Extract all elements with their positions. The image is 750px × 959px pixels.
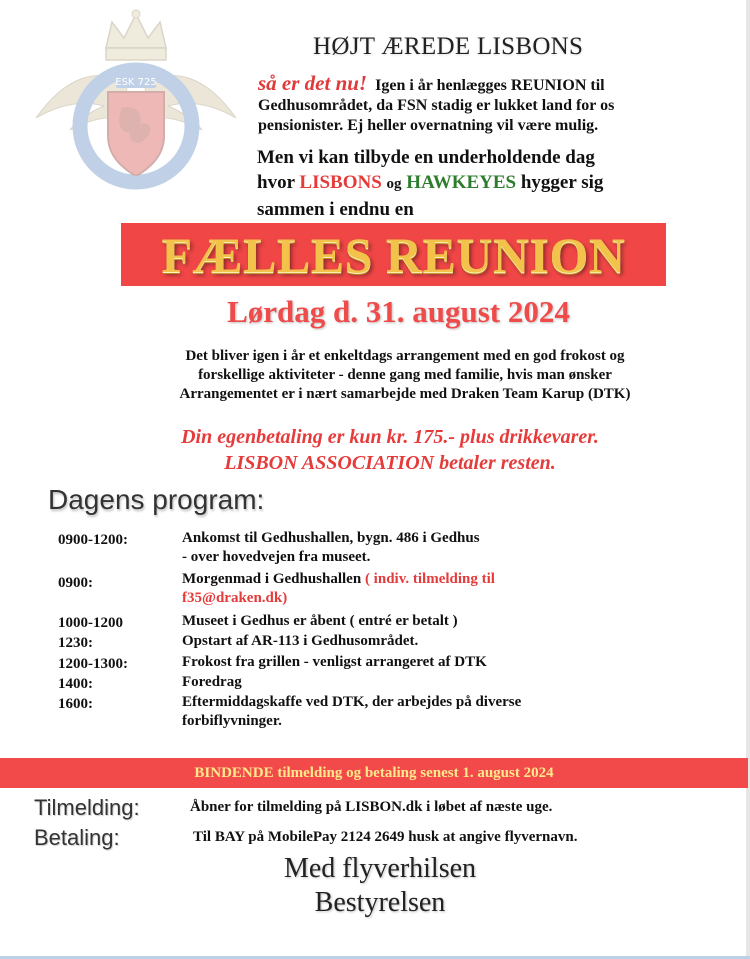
program-activity: Frokost fra grillen - venligst arrangeret af DTK xyxy=(182,654,487,670)
offer-paragraph xyxy=(257,145,727,222)
program-activity-email: f35@draken.dk) xyxy=(182,590,288,606)
program-time: 1000-1200 xyxy=(58,615,123,631)
page-edge-right xyxy=(746,0,750,959)
description-line-2: forskellige aktiviteter - denne gang med familie, hvis man ønsker xyxy=(198,367,612,383)
program-activity: Foredrag xyxy=(182,674,242,690)
price-info xyxy=(100,424,680,476)
binding-notice-text: BINDENDE tilmelding og betaling senest 1. august 2024 xyxy=(194,765,554,781)
program-activity: Opstart af AR-113 i Gedhusområdet. xyxy=(182,633,419,649)
offer-word-og: og xyxy=(386,176,402,192)
offer-line-3: sammen i endnu en xyxy=(257,199,414,220)
program-time: 1230: xyxy=(58,635,93,651)
intro-text: Igen i år henlægges REUNION til Gedhusområdet, da FSN stadig er lukket land for os pensionister. Ej heller overnatning vil være mulig. xyxy=(258,77,615,134)
squadron-emblem-icon xyxy=(32,8,240,190)
hawkeyes-text: HAWKEYES xyxy=(406,172,517,193)
reunion-title: FÆLLES REUNION xyxy=(161,227,626,283)
program-time: 1600: xyxy=(58,696,93,712)
program-time: 0900-1200: xyxy=(58,532,128,548)
program-activity xyxy=(182,529,592,567)
program-time: 1400: xyxy=(58,676,93,692)
payment-text: Til BAY på MobilePay 2124 2649 husk at angive flyvernavn. xyxy=(193,829,578,845)
offer-word-hvor: hvor xyxy=(257,172,295,193)
description-line-3: Arrangementet er i nært samarbejde med Draken Team Karup (DTK) xyxy=(179,386,631,402)
closing-greeting: Med flyverhilsen xyxy=(283,853,477,884)
intro-paragraph xyxy=(258,73,698,136)
program-time: 1200-1300: xyxy=(58,656,128,672)
closing-signature: Bestyrelsen xyxy=(314,887,446,918)
description-line-1: Det bliver igen i år et enkeltdags arrangement med en god frokost og xyxy=(185,348,625,364)
program-activity-line: Eftermiddagskaffe ved DTK, der arbejdes på diverse xyxy=(182,694,522,710)
offer-line-2 xyxy=(257,170,727,197)
program-activity-line: forbiflyvninger. xyxy=(182,713,282,729)
program-activity-line: - over hovedvejen fra museet. xyxy=(182,549,371,565)
program-time: 0900: xyxy=(58,575,93,591)
registration-label: Tilmelding: xyxy=(34,795,140,820)
program-activity-note: ( indiv. tilmelding til xyxy=(361,571,495,587)
event-description xyxy=(120,347,690,404)
svg-text:ESK 725: ESK 725 xyxy=(115,77,157,88)
svg-text:CAVE ADSUM: CAVE ADSUM xyxy=(106,175,166,185)
registration-text: Åbner for tilmelding på LISBON.dk i løbet af næste uge. xyxy=(190,799,553,815)
binding-notice-bar xyxy=(0,758,748,788)
greeting-heading: HØJT ÆREDE LISBONS xyxy=(313,33,584,60)
program-activity-line xyxy=(182,570,592,589)
price-line-2: LISBON ASSOCIATION betaler resten. xyxy=(224,452,556,474)
payment-label: Betaling: xyxy=(34,825,120,850)
reunion-banner xyxy=(121,223,666,286)
program-activity xyxy=(182,693,592,731)
price-line-1: Din egenbetaling er kun kr. 175.- plus drikkevarer. xyxy=(181,426,599,448)
offer-word-rest: hygger sig xyxy=(520,172,604,193)
lisbons-text: LISBONS xyxy=(299,172,382,193)
program-activity xyxy=(182,570,592,608)
offer-line-1: Men vi kan tilbyde en underholdende dag xyxy=(257,147,595,168)
program-activity-text: Morgenmad i Gedhushallen xyxy=(182,571,362,587)
event-date: Lørdag d. 31. august 2024 xyxy=(227,294,570,329)
intro-lead: så er det nu! xyxy=(258,71,368,95)
program-title: Dagens program: xyxy=(48,484,265,515)
program-activity: Museet i Gedhus er åbent ( entré er betalt ) xyxy=(182,613,458,629)
program-activity-line: Ankomst til Gedhushallen, bygn. 486 i Gedhus xyxy=(182,530,480,546)
